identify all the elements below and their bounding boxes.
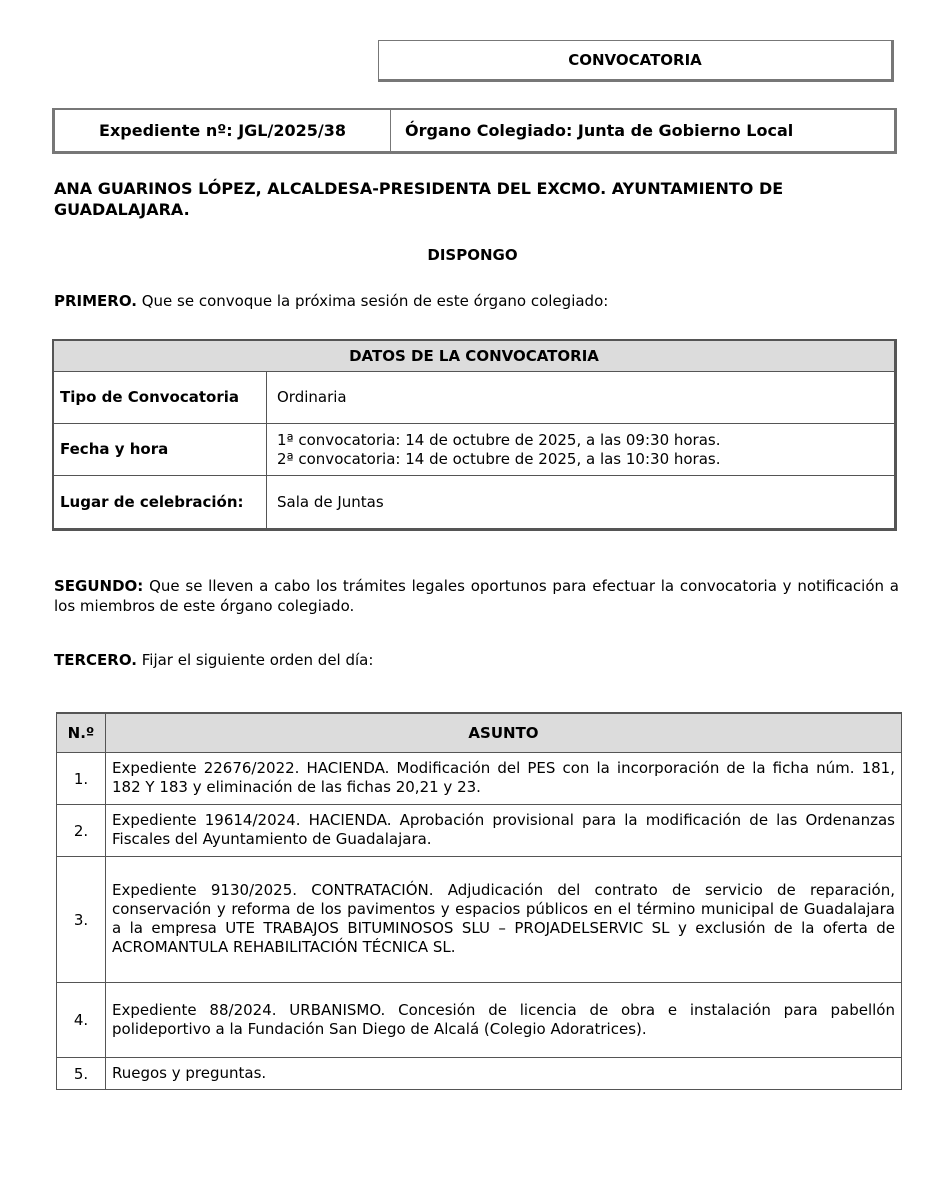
datos-title: DATOS DE LA CONVOCATORIA bbox=[53, 340, 896, 372]
datos-value bbox=[267, 424, 896, 476]
datos-convocatoria-table bbox=[52, 339, 897, 531]
expediente-number: Expediente nº: JGL/2025/38 bbox=[55, 110, 391, 151]
datos-value bbox=[267, 372, 896, 424]
datos-label: Lugar de celebración: bbox=[53, 476, 267, 530]
orden-row bbox=[57, 983, 902, 1058]
datos-value-line: Sala de Juntas bbox=[277, 492, 384, 511]
primero-label: PRIMERO. bbox=[54, 292, 137, 310]
orden-row bbox=[57, 753, 902, 805]
orden-row-num: 5. bbox=[57, 1058, 106, 1090]
orden-row bbox=[57, 857, 902, 983]
orden-row-num: 1. bbox=[57, 753, 106, 805]
primero-text: Que se convoque la próxima sesión de este órgano colegiado: bbox=[136, 292, 609, 310]
convocatoria-title: CONVOCATORIA bbox=[568, 51, 702, 69]
col-num-header: N.º bbox=[57, 713, 106, 753]
datos-value bbox=[267, 476, 896, 530]
datos-row-tipo bbox=[53, 372, 896, 424]
datos-value-line: 1ª convocatoria: 14 de octubre de 2025, a las 09:30 horas. bbox=[277, 430, 721, 449]
orden-row-text: Expediente 88/2024. URBANISMO. Concesión de licencia de obra e instalación para pabellón polideportivo a la Fundación San Diego de Alcalá (Colegio Adoratrices). bbox=[106, 983, 902, 1058]
orden-header-row bbox=[57, 713, 902, 753]
dispongo-heading: DISPONGO bbox=[427, 246, 518, 264]
datos-value-line: 2ª convocatoria: 14 de octubre de 2025, a las 10:30 horas. bbox=[277, 449, 721, 468]
orden-del-dia-table bbox=[56, 712, 902, 1090]
datos-row-lugar bbox=[53, 476, 896, 530]
tercero-label: TERCERO. bbox=[54, 651, 137, 669]
datos-label: Fecha y hora bbox=[53, 424, 267, 476]
tercero-paragraph bbox=[54, 650, 899, 670]
datos-label: Tipo de Convocatoria bbox=[53, 372, 267, 424]
datos-value-line: Ordinaria bbox=[277, 388, 347, 406]
segundo-text: Que se lleven a cabo los trámites legales oportunos para efectuar la convocatoria y notificación a los miembros de este órgano colegiado. bbox=[54, 577, 899, 615]
orden-row-text: Expediente 22676/2022. HACIENDA. Modificación del PES con la incorporación de la ficha núm. 181, 182 Y 183 y eliminación de las fichas 20,21 y 23. bbox=[106, 753, 902, 805]
orden-row-num: 4. bbox=[57, 983, 106, 1058]
datos-header-row bbox=[53, 340, 896, 372]
orden-row-text: Ruegos y preguntas. bbox=[106, 1058, 902, 1090]
orden-row bbox=[57, 805, 902, 857]
col-asunto-header: ASUNTO bbox=[106, 713, 902, 753]
segundo-paragraph bbox=[54, 576, 899, 616]
orden-row-text: Expediente 19614/2024. HACIENDA. Aprobación provisional para la modificación de las Ordenanzas Fiscales del Ayuntamiento de Guadalajara. bbox=[106, 805, 902, 857]
orden-row-num: 3. bbox=[57, 857, 106, 983]
organo-colegiado: Órgano Colegiado: Junta de Gobierno Local bbox=[405, 121, 794, 140]
primero-paragraph bbox=[54, 291, 899, 311]
convocatoria-title-box bbox=[378, 40, 894, 82]
tercero-text: Fijar el siguiente orden del día: bbox=[136, 651, 374, 669]
orden-row-text: Expediente 9130/2025. CONTRATACIÓN. Adjudicación del contrato de servicio de reparación, conservación y reforma de los pavimentos y espacios públicos en el término municipal de Guadalajara a la empresa UTE TRABAJOS BITUMINOSOS SLU – PROJADELSERVIC SL y exclusión de la oferta de ACROMANTULA REHABILITACIÓN TÉCNICA SL. bbox=[106, 857, 902, 983]
datos-row-fecha bbox=[53, 424, 896, 476]
orden-row bbox=[57, 1058, 902, 1090]
mayor-heading: ANA GUARINOS LÓPEZ, ALCALDESA-PRESIDENTA DEL EXCMO. AYUNTAMIENTO DE GUADALAJARA. bbox=[54, 179, 784, 219]
orden-row-num: 2. bbox=[57, 805, 106, 857]
segundo-label: SEGUNDO: bbox=[54, 577, 144, 595]
expediente-box bbox=[52, 108, 897, 154]
